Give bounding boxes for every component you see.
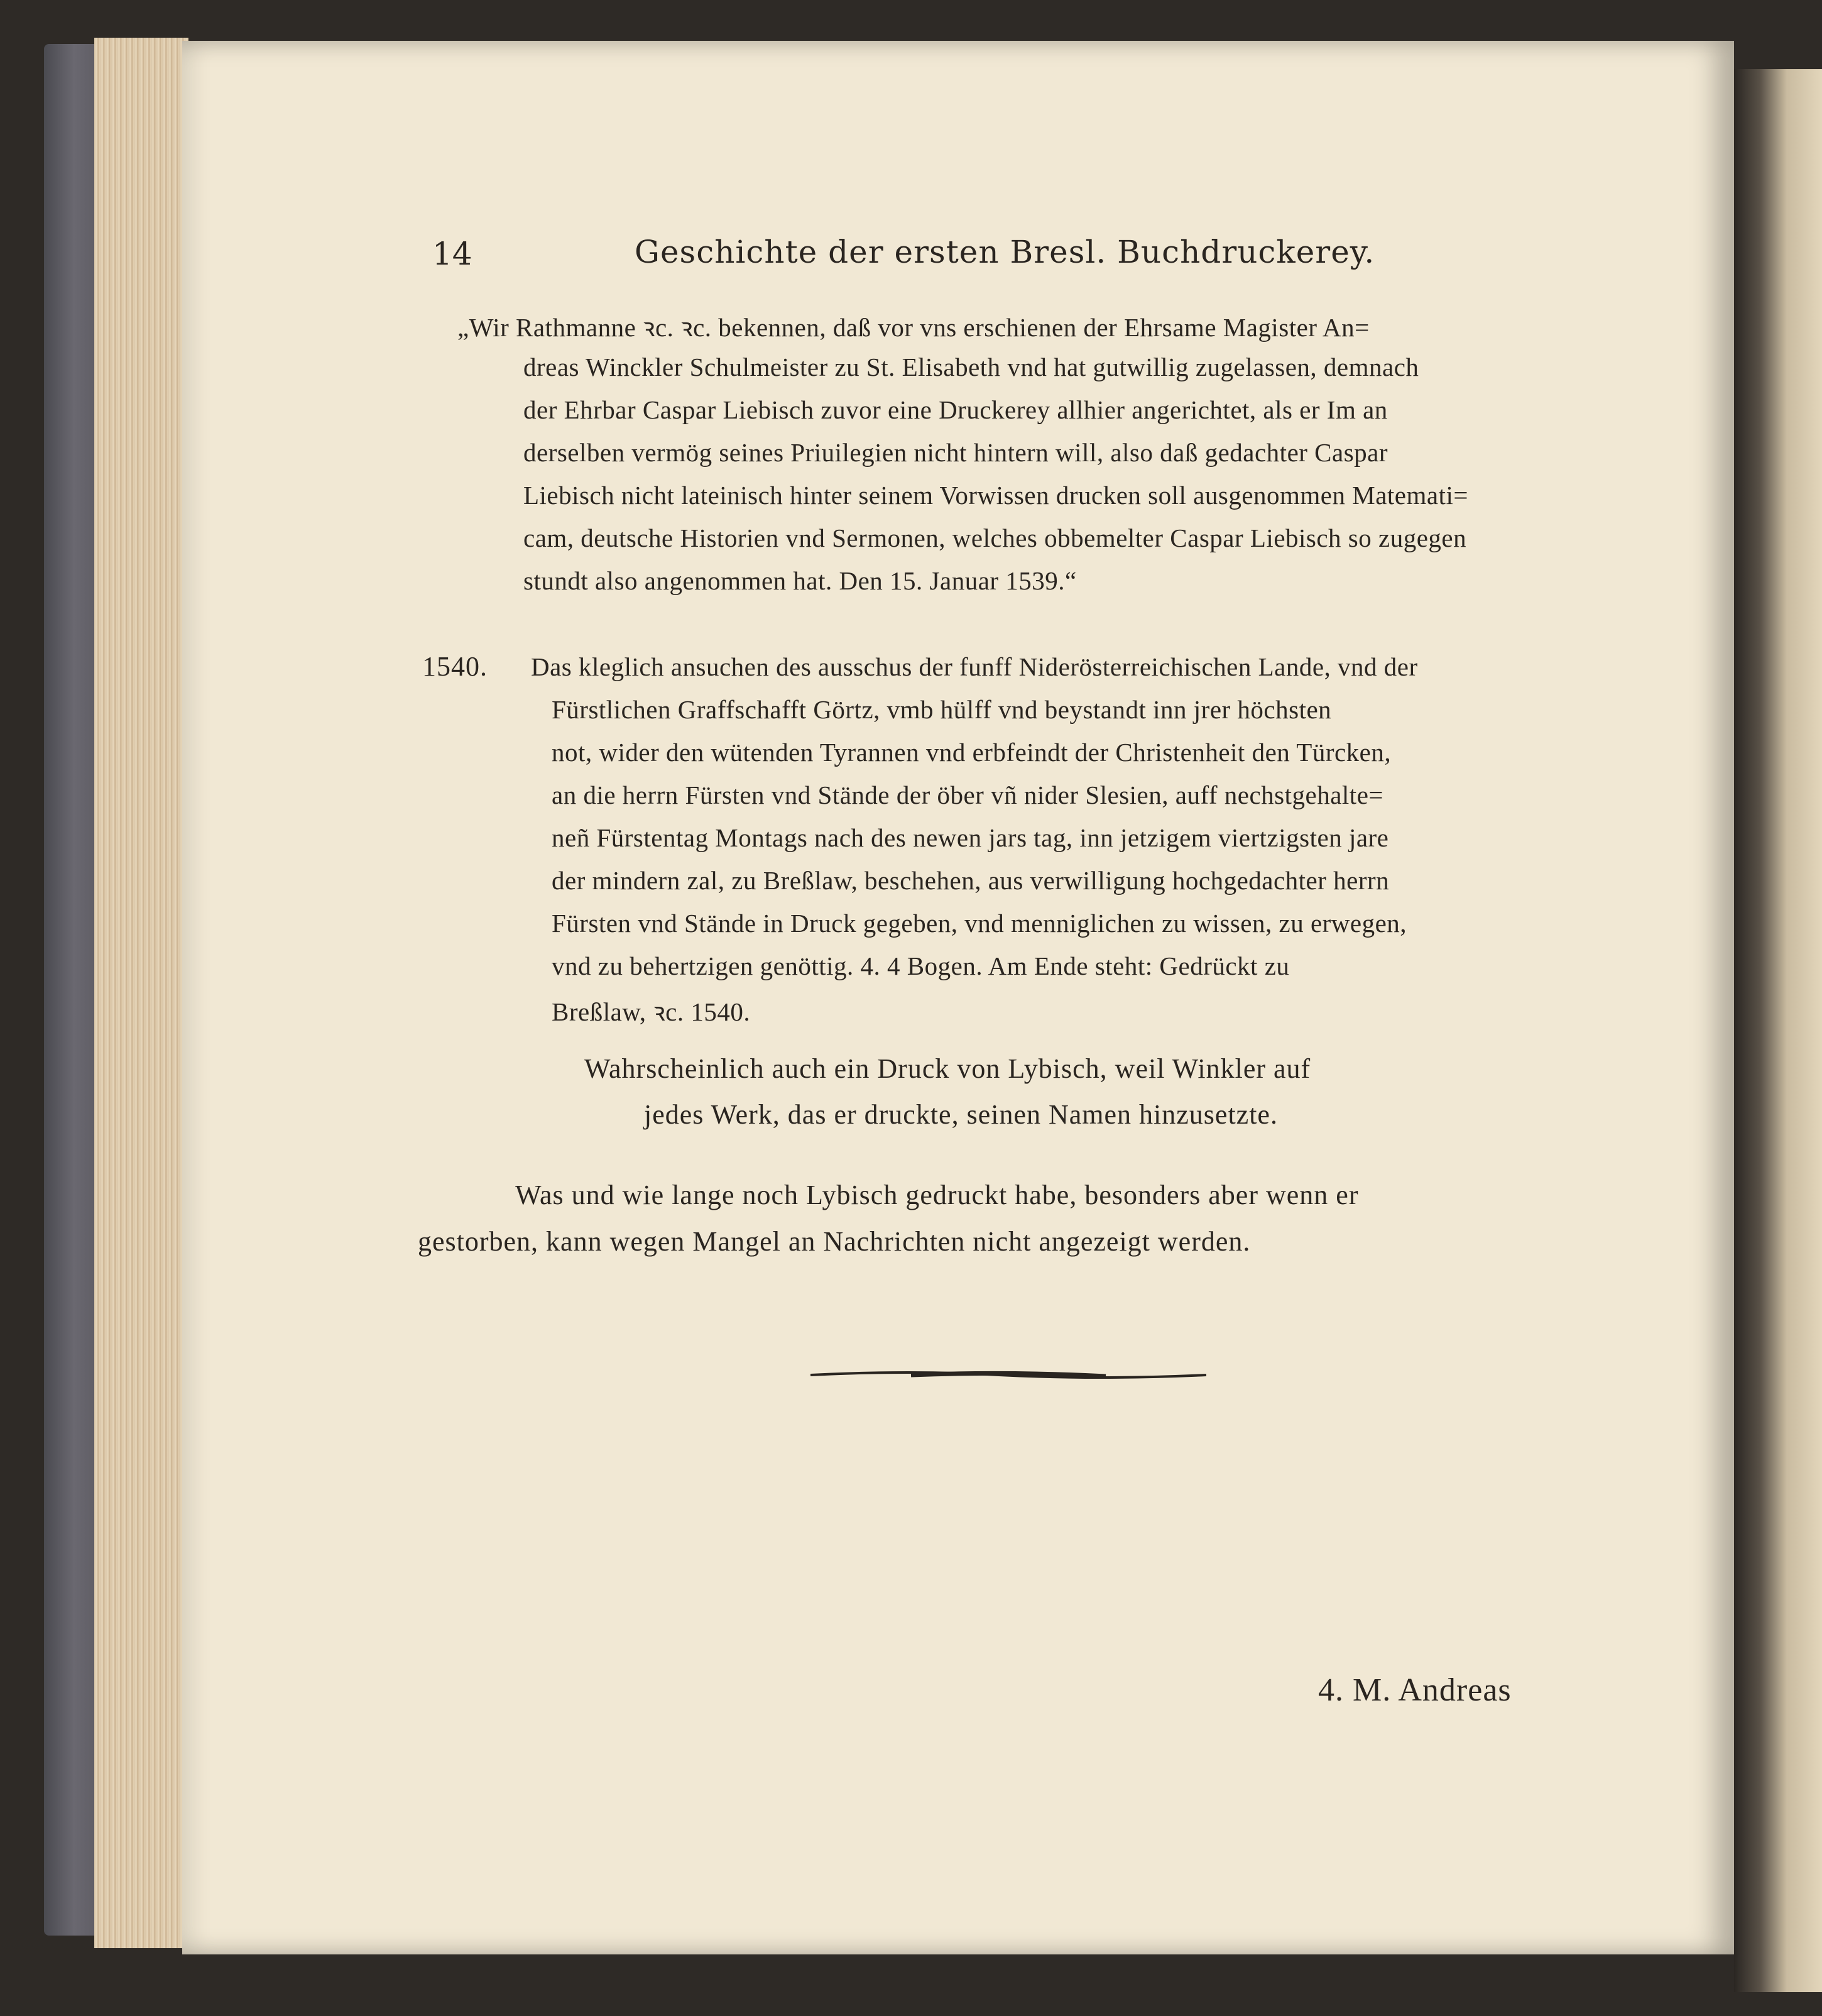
quote-line: cam, deutsche Historien vnd Sermonen, welches obbemelter Caspar Liebisch so zugegen [523, 523, 1467, 552]
quote-line: stundt also angenommen hat. Den 15. Januar 1539.“ [523, 566, 1077, 595]
note-line: jedes Werk, das er druckte, seinen Namen hinzusetzte. [644, 1099, 1278, 1130]
entry-line: not, wider den wütenden Tyrannen vnd erbfeindt der Christenheit den Türcken, [552, 738, 1392, 767]
entry-line: neñ Fürstentag Montags nach des newen jars tag, inn jetzigem viertzigsten jare [552, 823, 1389, 852]
entry-line: Das kleglich ansuchen des ausschus der funff Niderösterreichischen Lande, vnd der [531, 652, 1418, 681]
catchword: 4. M. Andreas [1318, 1672, 1512, 1708]
entry-line: an die herrn Fürsten vnd Stände der öber vñ nider Slesien, auff nechstgehalte= [552, 781, 1384, 809]
page-number: 14 [432, 236, 472, 272]
quote-line: Liebisch nicht lateinisch hinter seinem Vorwissen drucken soll ausgenommen Matemati= [523, 481, 1468, 510]
closing-line: Was und wie lange noch Lybisch gedruckt habe, besonders aber wenn er [515, 1180, 1359, 1210]
closing-line: gestorben, kann wegen Mangel an Nachrichten nicht angezeigt werden. [418, 1226, 1251, 1257]
ornament-rule [810, 1369, 1206, 1381]
entry-line: vnd zu behertzigen genöttig. 4. 4 Bogen. Am Ende steht: Gedrückt zu [552, 951, 1290, 980]
quote-line: der Ehrbar Caspar Liebisch zuvor eine Druckerey allhier angerichtet, als er Im an [523, 395, 1388, 424]
note-line: Wahrscheinlich auch ein Druck von Lybisch, weil Winkler auf [584, 1053, 1311, 1084]
quote-line: dreas Winckler Schulmeister zu St. Elisabeth vnd hat gutwillig zugelassen, demnach [523, 353, 1419, 381]
entry-line: der mindern zal, zu Breßlaw, beschehen, aus verwilligung hochgedachter herrn [552, 866, 1390, 895]
page-edges [94, 38, 188, 1948]
entry-line: Fürstlichen Graffschafft Görtz, vmb hülff vnd beystandt inn jrer höchsten [552, 695, 1332, 724]
running-title: Geschichte der ersten Bresl. Buchdruckerey. [635, 234, 1375, 270]
facing-page-edge [1734, 69, 1822, 1992]
quote-line: derselben vermög seines Priuilegien nicht hintern will, also daß gedachter Caspar [523, 438, 1388, 467]
entry-year: 1540. [422, 651, 488, 682]
entry-line: Fürsten vnd Stände in Druck gegeben, vnd menniglichen zu wissen, zu erwegen, [552, 909, 1407, 938]
entry-line: Breßlaw, ꝛc. 1540. [552, 997, 751, 1026]
quote-line: „Wir Rathmanne ꝛc. ꝛc. bekennen, daß vor vns erschienen der Ehrsame Magister An= [457, 313, 1370, 342]
